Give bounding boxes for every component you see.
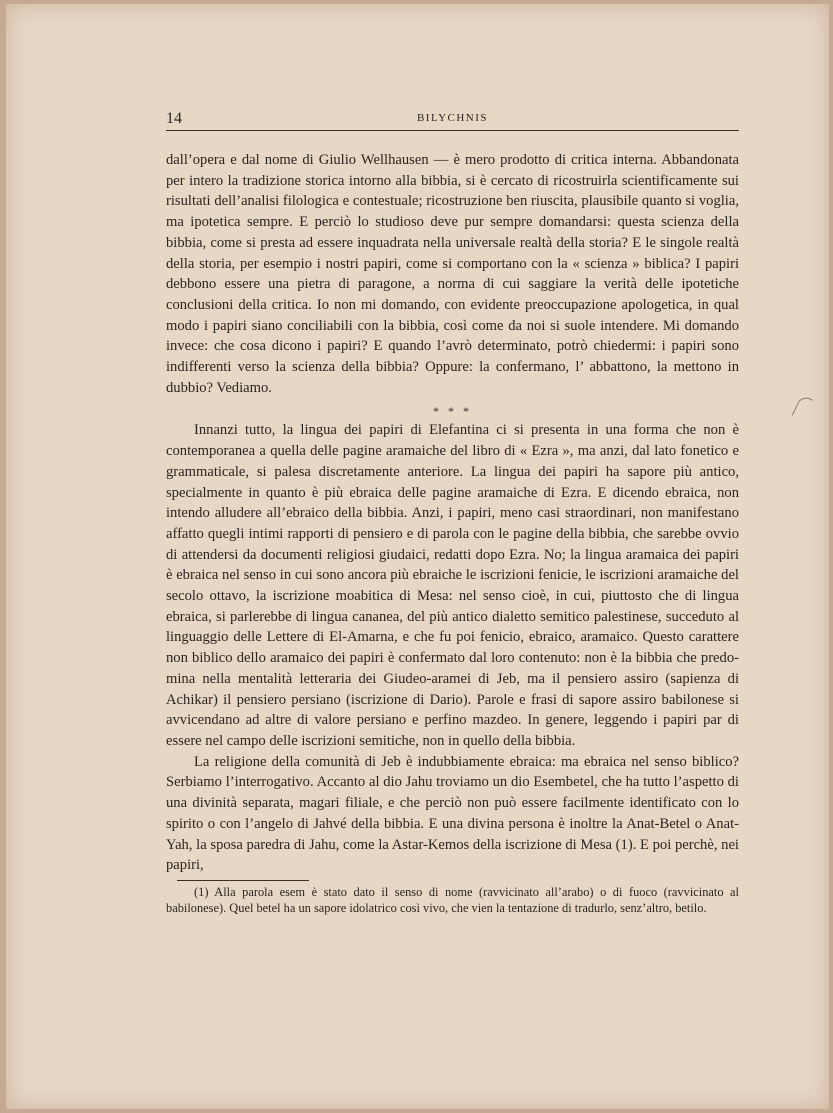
paragraph-1: dall’opera e dal nome di Giulio Wellhausen — è mero prodotto di critica interna. Abbandonata per intero la tradizione storica intorno alla bibbia, si è cercato di ricostruirla scientificamente sui risultati dell’analisi filologica e contestuale; ricostruzione ben riuscita, plausibile quanto si voglia, ma ipotetica sempre. E perciò lo studioso deve pur sempre domandarsi: questa scienza della bibbia, come si presta ad essere inquadrata nella universale realtà della storia? E le singole realtà della storia, per esempio i nostri papiri, come si comportano con la « scienza » biblica? I papiri debbono essere una pietra di paragone, a norma di cui saggiare la verità delle ipotetiche conclusioni della critica. Io non mi domando, con evidente preoccupazione apologetica, in qual modo i papiri siano conciliabili con la bibbia, così come da noi si suole intendere. Mi domando invece: che cosa dicono i papiri? E quando l’avrò determinato, potrò chiedermi: i papiri sono indifferenti verso la scienza della bibbia? Oppure: la confermano, l’ abbattono, la mettono in dubbio? Vediamo. bbox=[166, 152, 739, 396]
footnote-text: (1) Alla parola esem è stato dato il senso di nome (ravvicinato all’arabo) o di fuoco (ravvicinato al babilonese). Quel betel ha un sapore idolatrico così vivo, che vien la tentazione di tradurlo, senz’altro, betilo. bbox=[166, 885, 739, 915]
footnote-rule bbox=[177, 880, 309, 881]
section-separator: * * * bbox=[433, 404, 472, 419]
page-header bbox=[166, 110, 739, 131]
page-number: 14 bbox=[166, 110, 182, 127]
footnote bbox=[166, 884, 739, 916]
running-head: BILYCHNIS bbox=[416, 112, 489, 124]
pencil-mark bbox=[792, 394, 814, 420]
paragraph-3: La religione della comunità di Jeb è indubbiamente ebraica: ma ebraica nel senso biblico? Serbiamo l’interrogativo. Accanto al dio Jahu troviamo un dio Esembetel, che ha tutto l’aspetto di una divinità separata, magari filiale, e che perciò non può essere facilmente identificato con lo spirito o con l’angelo di Jahvé della bibbia. E una divina persona è inoltre la Anat-Betel o Anat-Yah, la sposa paredra di Jahu, come la Astar-Kemos della iscrizione di Mesa (1). E poi perchè, nei papiri, bbox=[166, 753, 739, 874]
paragraph-2: Innanzi tutto, la lingua dei papiri di Elefantina ci si presenta in una forma che non è contemporanea a quella delle pagine aramaiche del libro di « Ezra », ma anzi, dal lato fonetico e grammaticale, si palesa discretamente anteriore. La lingua dei papiri ha sapore più antico, specialmente in quanto è più ebraica delle pagine aramaiche di Ezra. E dicendo ebraica, non intendo alludere all’ebraico della bibbia. Anzi, i papiri, meno casi straordinari, non manifestano affatto quegli intimi rapporti di pensiero e di parola con le pagine della bibbia, che sarebbe ovvio di attendersi da documenti religiosi giudaici, redatti dopo Ezra. No; la lingua aramaica dei papiri è ebraica nel senso in cui sono ancora più ebraiche le iscrizioni fenicie, le iscrizioni aramaiche del secolo ottavo, la iscrizione moabitica di Mesa: nel senso cioè, in cui, piuttosto che di lingua ebraica, si parlerebbe di lingua cananea, del più antico dialetto semitico palestinese, succeduto al linguaggio delle Lettere di El-Amarna, e che fu poi fenicio, ebraico, aramaico. Questo carattere non biblico dello aramaico dei papiri è confermato dal loro contenuto: non è la bibbia che predomina nella mentalità letteraria dei Giudeo-aramei di Jeb, ma il pensiero assiro (sapienza di Achikar) il pensiero persiano (iscrizione di Dario). Parole e frasi di sapore assiro babilonese si avvicendano ad altre di valore persiano e perfino mazdeo. In genere, leggendo i papiri par di essere nel campo delle iscrizioni semitiche, non in quello della bibbia. bbox=[166, 422, 739, 749]
body-text bbox=[166, 150, 739, 876]
book-page bbox=[6, 4, 829, 1109]
